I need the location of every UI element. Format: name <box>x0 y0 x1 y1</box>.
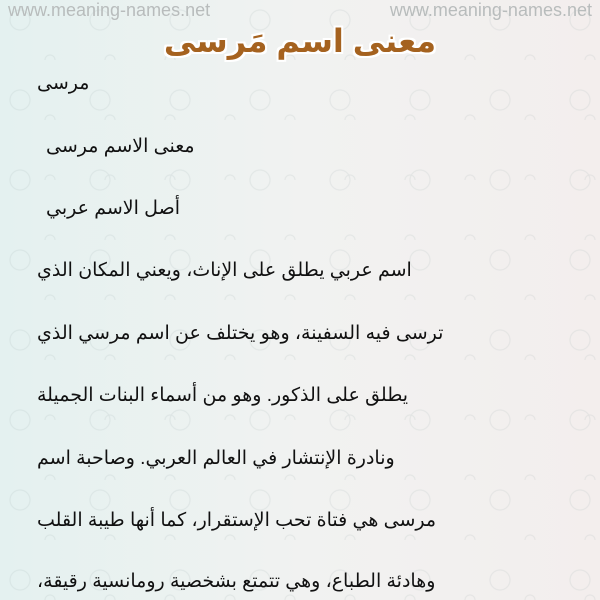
description-line: ونادرة الإنتشار في العالم العربي. وصاحبة اسم <box>37 448 395 469</box>
origin-line: أصل الاسم عربي <box>46 198 180 219</box>
meaning-heading: معنى الاسم مرسى <box>46 136 195 157</box>
description-line: مرسى هي فتاة تحب الإستقرار، كما أنها طيبة القلب <box>37 510 437 531</box>
description-line: يطلق على الذكور. وهو من أسماء البنات الجميلة <box>37 385 409 406</box>
description-line: اسم عربي يطلق على الإناث، ويعني المكان الذي <box>37 260 412 281</box>
page-title: معنى اسم مَرسى <box>163 23 437 59</box>
name-line: مرسى <box>37 73 90 94</box>
watermark-second: www.meaning-names.net <box>389 0 592 20</box>
description-line: وهادئة الطباع، وهي تتمتع بشخصية رومانسية رقيقة، <box>37 571 436 592</box>
description-line: ترسى فيه السفينة، وهو يختلف عن اسم مرسي الذي <box>37 323 444 344</box>
watermark-top: www.meaning-names.net <box>8 0 211 20</box>
